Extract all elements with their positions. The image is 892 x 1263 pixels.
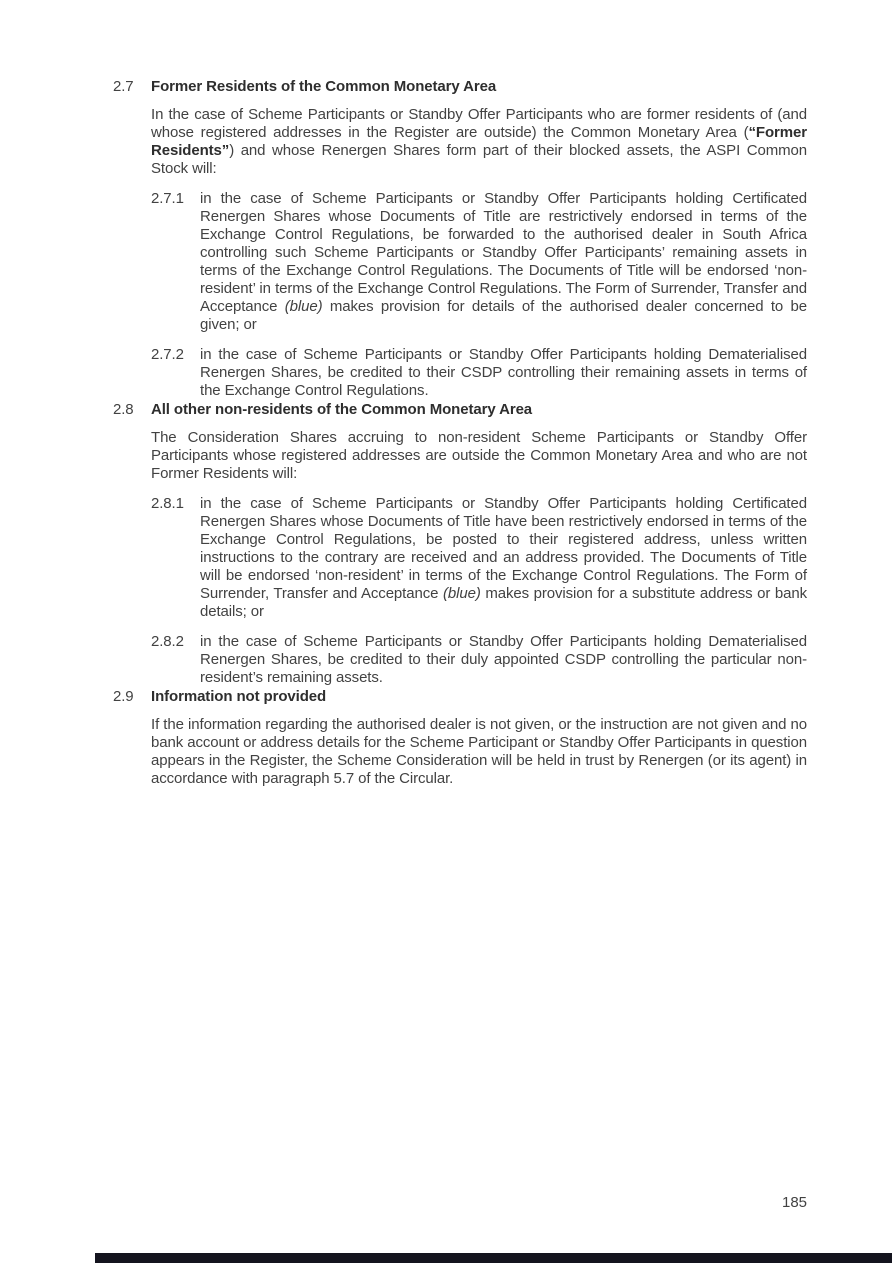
section-heading: Information not provided: [151, 688, 327, 705]
subsection-paragraph: in the case of Scheme Participants or Standby Offer Participants holding Dematerialised Renergen Shares, be credited to their CSDP controlling their remaining assets in terms of the Exchange Control Regulations.: [200, 346, 807, 399]
footer-bar: [95, 1253, 892, 1263]
subsection-2-8-2: [151, 633, 807, 687]
section-heading: Former Residents of the Common Monetary Area: [151, 78, 497, 95]
subsection-paragraph: in the case of Scheme Participants or Standby Offer Participants holding Certificated Renergen Shares whose Documents of Title are restrictively endorsed in terms of the Exchange Control Regulations, be forwarded to the authorised dealer in South Africa controlling such Scheme Participants or Standby Offer Participants’ remaining assets in terms of the Exchange Control Regulations. The Documents of Title will be endorsed ‘non-resident’ in terms of the Exchange Control Regulations. The Form of Surrender, Transfer and Acceptance (blue) makes provision for details of the authorised dealer concerned to be given; or: [200, 190, 808, 333]
subsection-number: 2.8.2: [151, 633, 184, 650]
document-content: [113, 78, 807, 789]
section-body: [151, 401, 807, 687]
section-2-9: [113, 688, 807, 788]
section-number: 2.7: [113, 78, 134, 95]
section-number: 2.9: [113, 688, 134, 705]
section-intro-paragraph: In the case of Scheme Participants or Standby Offer Participants who are former residents of (and whose registered addresses in the Register are outside) the Common Monetary Area (“Former Residents”) and whose Renergen Shares form part of their blocked assets, the ASPI Common Stock will:: [151, 106, 807, 177]
subsection-number: 2.8.1: [151, 495, 184, 512]
section-body: [151, 688, 807, 788]
subsection-number: 2.7.2: [151, 346, 184, 363]
section-intro-paragraph: The Consideration Shares accruing to non-resident Scheme Participants or Standby Offer Participants whose registered addresses are outside the Common Monetary Area and who are not Former Residents will:: [151, 429, 807, 482]
section-2-7: [113, 78, 807, 400]
section-heading: All other non-residents of the Common Monetary Area: [151, 401, 533, 418]
section-2-8: [113, 401, 807, 687]
subsection-2-7-1: [151, 190, 807, 334]
subsection-2-8-1: [151, 495, 807, 621]
subsection-2-7-2: [151, 346, 807, 400]
section-intro-paragraph: If the information regarding the authorised dealer is not given, or the instruction are not given and no bank account or address details for the Scheme Participant or Standby Offer Participants in question appears in the Register, the Scheme Consideration will be held in trust by Renergen (or its agent) in accordance with paragraph 5.7 of the Circular.: [151, 716, 807, 787]
section-body: [151, 78, 807, 400]
subsection-paragraph: in the case of Scheme Participants or Standby Offer Participants holding Certificated Renergen Shares whose Documents of Title have been restrictively endorsed in terms of the Exchange Control Regulations, be posted to their registered address, unless written instructions to the contrary are received and an address provided. The Documents of Title will be endorsed ‘non-resident’ in terms of the Exchange Control Regulations. The Form of Surrender, Transfer and Acceptance (blue) makes provision for a substitute address or bank details; or: [200, 495, 807, 620]
subsection-paragraph: in the case of Scheme Participants or Standby Offer Participants holding Dematerialised Renergen Shares, be credited to their duly appointed CSDP controlling the particular non-resident’s remaining assets.: [200, 633, 807, 686]
page-number: 185: [782, 1194, 808, 1211]
section-number: 2.8: [113, 401, 134, 418]
subsection-number: 2.7.1: [151, 190, 184, 207]
